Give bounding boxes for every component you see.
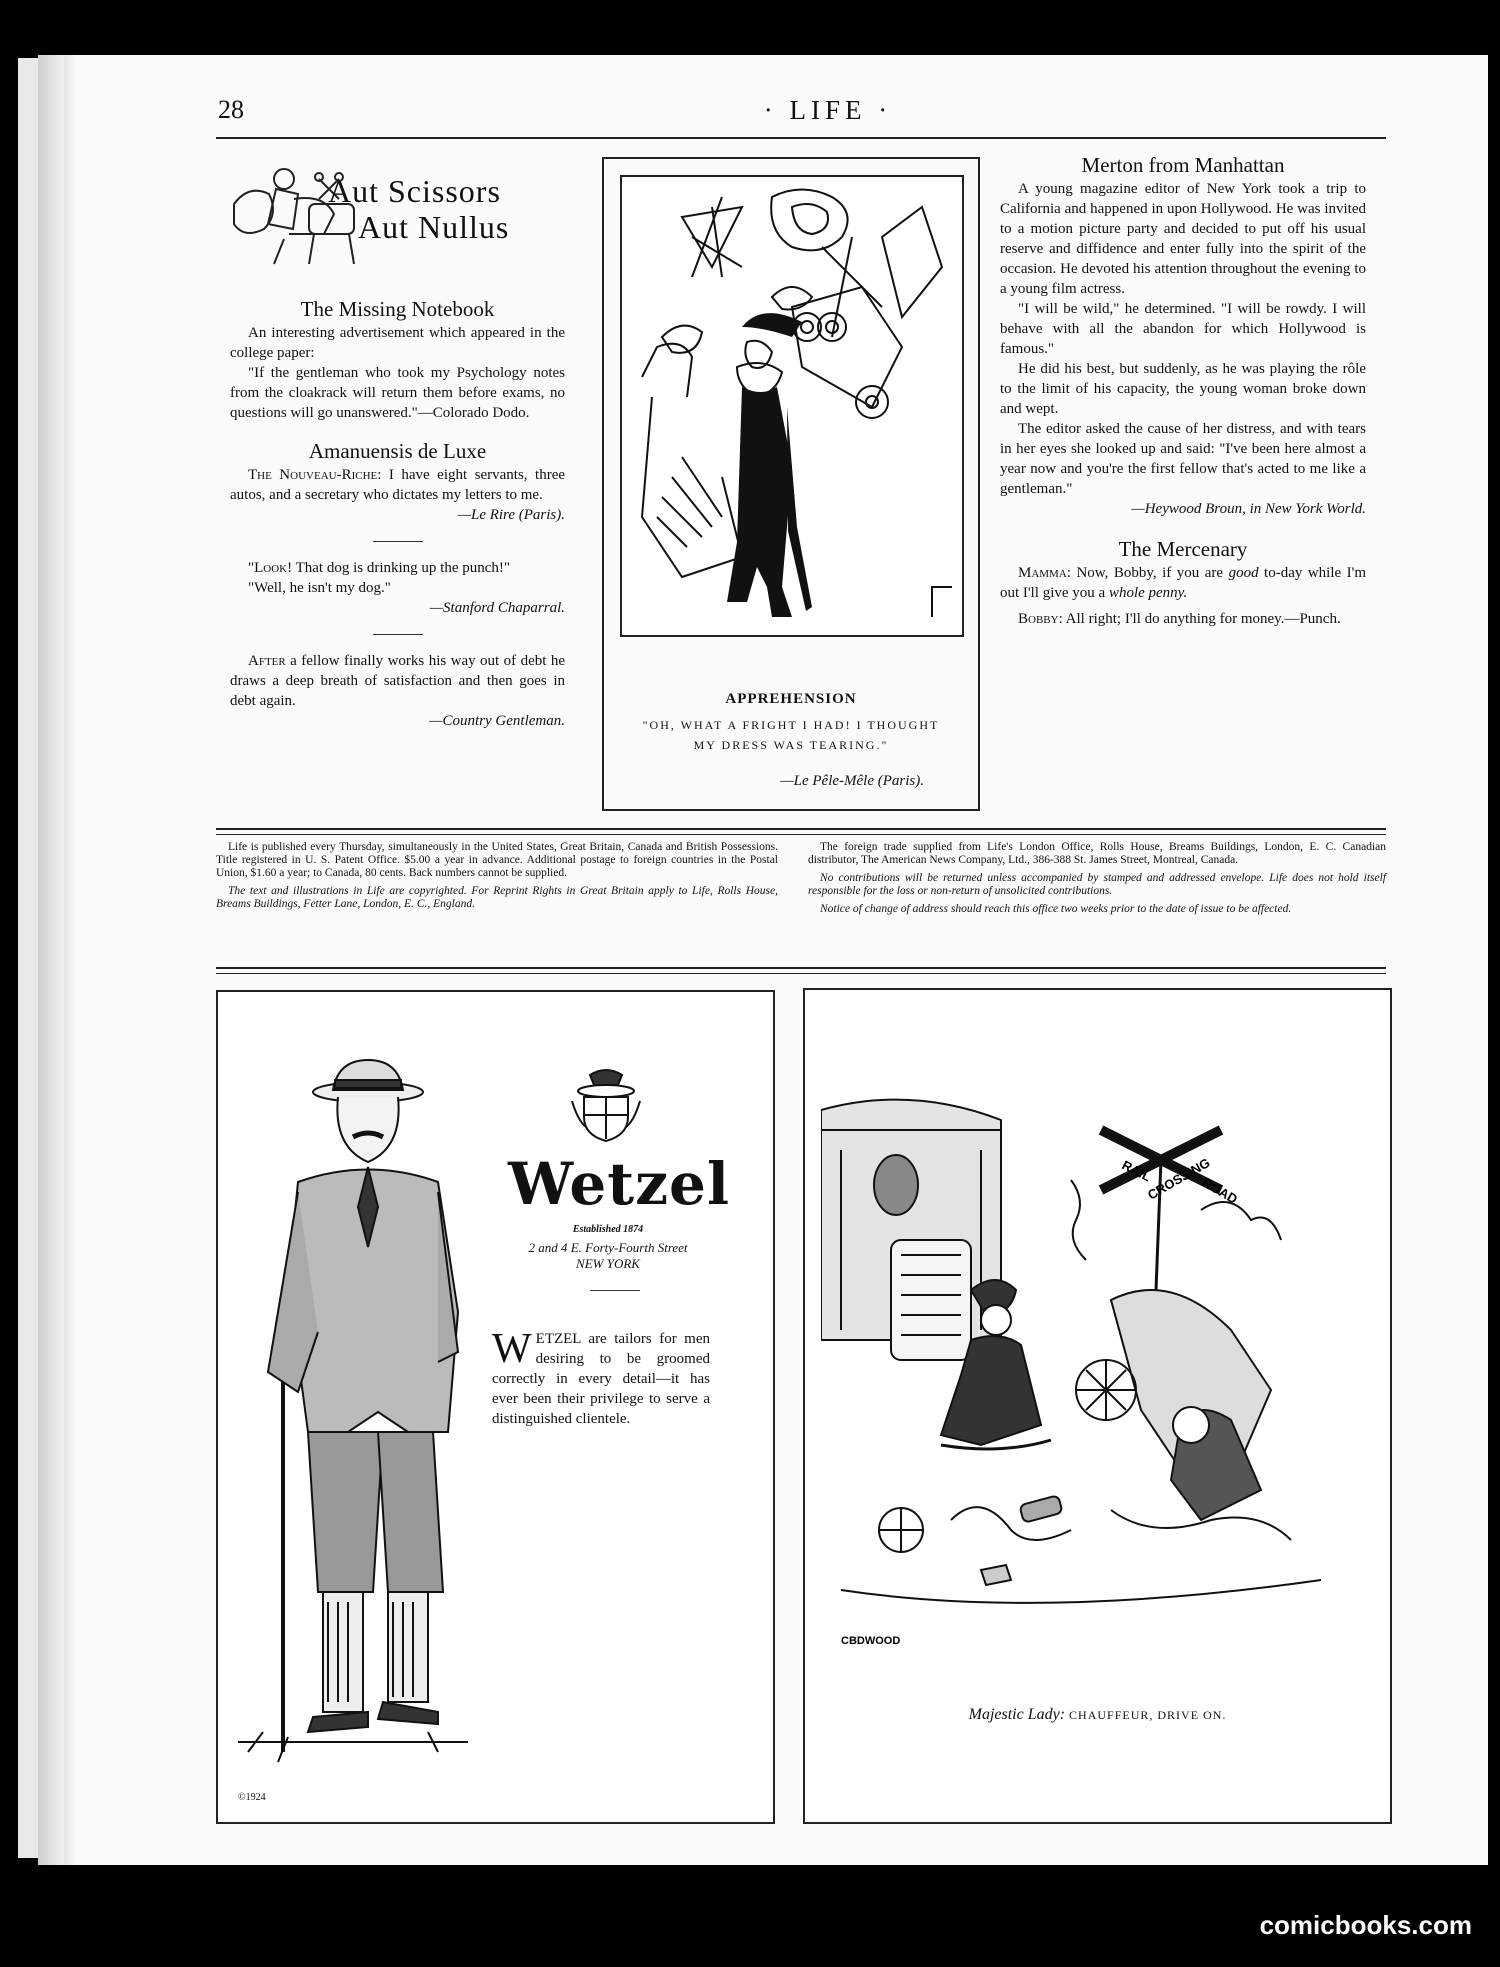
wetzel-address-city: NEW YORK xyxy=(576,1256,640,1271)
notice-top-rule-thin xyxy=(216,834,1386,835)
notice-top-rule xyxy=(216,828,1386,830)
contributions-notice: No contributions will be returned unless accompanied by stamped and addressed envelope. Life does not hold itself responsible for the loss or non-return of unsolicited contributions. xyxy=(808,872,1386,897)
wetzel-body-text: ETZEL are tailors for men desiring to be groomed correctly in every detail—it has ever been their privilege to serve a distinguished clientele. xyxy=(492,1331,710,1427)
mercenary-text-1d: whole penny. xyxy=(1108,585,1188,601)
caption-line: CHAUFFEUR, DRIVE ON. xyxy=(1069,1708,1227,1722)
merton-paragraph-1: A young magazine editor of New York took a trip to California and happened in upon Hollywood. He was invited to a motion picture party and decided to put off his usual reserve and diffidence and enter fully into the spirit of the occasion. He devoted his attention throughout the evening to a young film actress. xyxy=(1000,181,1366,297)
right-column xyxy=(1000,155,1366,629)
wetzel-advertisement xyxy=(216,990,775,1824)
wetzel-copyright: ©1924 xyxy=(238,1792,266,1803)
apprehension-cartoon-box xyxy=(602,157,980,811)
apprehension-credit: —Le Pêle-Mêle (Paris). xyxy=(780,773,924,789)
debt-lead: After xyxy=(248,653,286,669)
gutter-shadow xyxy=(38,55,64,1865)
apprehension-cartoon-illustration xyxy=(622,177,962,635)
artist-signature: CBDWOOD xyxy=(841,1635,901,1647)
copyright-notice: The text and illustrations in Life are copyrighted. For Reprint Rights in Great Britain apply to Life, Rolls House, Breams Buildings, Fetter Lane, London, E. C., England. xyxy=(216,885,778,910)
amanuensis-paragraph xyxy=(230,465,565,505)
debt-paragraph xyxy=(230,651,565,711)
dog-rest: That dog is drinking up the punch!" xyxy=(295,560,511,576)
railroad-crash-illustration xyxy=(821,1090,1373,1660)
caption-speaker: Majestic Lady: xyxy=(968,1706,1066,1723)
dog-lead: "Look! xyxy=(248,560,293,576)
wetzel-address-street: 2 and 4 E. Forty-Fourth Street xyxy=(528,1240,688,1255)
crest-icon xyxy=(570,1067,642,1143)
notebook-heading: The Missing Notebook xyxy=(300,297,495,321)
merton-paragraph-4: The editor asked the cause of her distress, and with tears in her eyes she looked up and said: "I've been here almost a year now and you're the first fellow that's acted to me like a gentleman." xyxy=(1000,421,1366,497)
wetzel-established: Established 1874 xyxy=(572,1224,644,1235)
merton-paragraph-3: He did his best, but suddenly, as he was playing the rôle to the limit of his capacity, the young woman broke down and wept. xyxy=(1000,361,1366,417)
debt-credit: —Country Gentleman. xyxy=(429,713,565,729)
headpiece-title xyxy=(328,173,509,245)
wetzel-body-copy xyxy=(492,1326,710,1429)
publisher-notice-right xyxy=(808,841,1386,921)
amanuensis-text: I have eight servants, three autos, and a secretary who dictates my letters to me. xyxy=(230,467,566,503)
mercenary-text-1b: good xyxy=(1228,565,1259,581)
section-divider xyxy=(373,541,423,542)
amanuensis-speaker: The Nouveau-Riche: xyxy=(248,467,382,483)
merton-credit: —Heywood Broun, in New York World. xyxy=(1131,501,1366,517)
publication-info: Life is published every Thursday, simultaneously in the United States, Great Britain, Canada and British Possessions. Title registered in U. S. Patent Office. $5.00 a year in advance. Additional postage to foreign countries in the Postal Union, $1.60 a year; to Canada, 80 cents. Back numbers cannot be supplied. xyxy=(216,841,778,879)
mercenary-paragraph-1 xyxy=(1000,563,1366,603)
mercenary-paragraph-2 xyxy=(1000,609,1366,629)
notebook-paragraph: An interesting advertisement which appeared in the college paper: xyxy=(230,325,565,361)
dog-paragraph-1 xyxy=(230,558,565,578)
headpiece-line2: Aut Nullus xyxy=(358,209,510,245)
address-change-notice: Notice of change of address should reach this office two weeks prior to the date of issue to be affected. xyxy=(820,903,1292,915)
road-sign-word: ROAD xyxy=(1199,1174,1241,1207)
left-column xyxy=(230,293,565,731)
page-number: 28 xyxy=(218,95,244,124)
merton-heading: Merton from Manhattan xyxy=(1081,153,1285,177)
railroad-caption xyxy=(805,1706,1390,1724)
section-divider xyxy=(373,634,423,635)
mamma-speaker: Mamma: xyxy=(1018,565,1071,581)
dog-paragraph-2: "Well, he isn't my dog." xyxy=(248,580,391,596)
running-title: · LIFE · xyxy=(763,95,893,125)
mercenary-text-1c: to-day while I'm out I'll give you a xyxy=(1000,565,1367,601)
dog-credit: —Stanford Chaparral. xyxy=(429,600,565,616)
amanuensis-credit: —Le Rire (Paris). xyxy=(457,507,565,523)
notice-bottom-rule xyxy=(216,967,1386,969)
apprehension-title: APPREHENSION xyxy=(725,691,857,707)
wetzel-dropcap: W xyxy=(492,1326,532,1372)
comicbooks-watermark: comicbooks.com xyxy=(1259,1910,1472,1940)
apprehension-caption: "OH, WHAT A FRIGHT I HAD! I THOUGHT MY DRESS WAS TEARING." xyxy=(642,718,940,752)
magazine-page xyxy=(38,55,1488,1865)
mercenary-text-1a: Now, Bobby, if you are xyxy=(1076,565,1224,581)
railroad-cartoon-box xyxy=(803,988,1392,1824)
debt-rest: a fellow finally works his way out of debt he draws a deep breath of satisfaction and then goes in debt again. xyxy=(230,653,565,709)
merton-paragraph-2: "I will be wild," he determined. "I will be rowdy. I will behave with all the abandon for which Hollywood is famous." xyxy=(1000,301,1366,357)
header-rule xyxy=(216,137,1386,139)
notice-bottom-rule-thin xyxy=(216,973,1386,974)
gutter-shadow-inner xyxy=(64,55,78,1865)
bobby-speaker: Bobby: xyxy=(1018,611,1063,627)
foreign-trade-info: The foreign trade supplied from Life's London Office, Rolls House, Breams Buildings, London, E. C. Canadian distributor, The American News Company, Ltd., 386-388 St. James Street, Montreal, Canada. xyxy=(808,841,1386,866)
wetzel-rule xyxy=(590,1290,640,1291)
amanuensis-heading: Amanuensis de Luxe xyxy=(308,439,487,463)
wetzel-address xyxy=(508,1240,708,1272)
gentleman-illustration xyxy=(238,1052,468,1772)
mercenary-text-2: All right; I'll do anything for money.—Punch. xyxy=(1065,611,1341,627)
apprehension-cartoon-frame xyxy=(620,175,964,637)
headpiece-line1: Aut Scissors xyxy=(328,173,501,209)
mercenary-heading: The Mercenary xyxy=(1118,537,1248,561)
rail-sign-word: RAIL xyxy=(1119,1157,1154,1185)
crossing-sign-word: CROSSING xyxy=(1145,1154,1213,1203)
wetzel-wordmark: Wetzel xyxy=(508,1150,730,1218)
publisher-notice-left xyxy=(216,841,778,916)
notebook-quote: "If the gentleman who took my Psychology notes from the cloakrack will return them before exams, no questions will go unanswered."—Colorado Dodo. xyxy=(230,365,565,421)
